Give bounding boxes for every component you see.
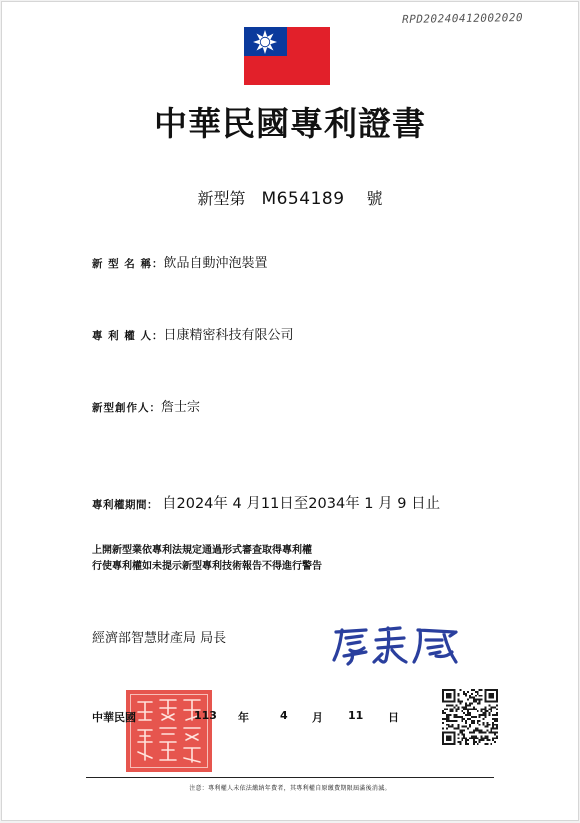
date-year: 113 bbox=[194, 709, 217, 722]
date-prefix: 中華民國 bbox=[92, 711, 136, 724]
notice-line: 行使專利權如未提示新型專利技術報告不得進行警告 bbox=[92, 561, 322, 572]
term-label: 專利權期間： bbox=[92, 499, 158, 511]
field-label: 新型創作人： bbox=[92, 402, 161, 414]
model-suffix: 號 bbox=[366, 189, 383, 208]
certificate-title: 中華民國專利證書 bbox=[154, 104, 426, 143]
notice-line: 上開新型業依專利法規定通過形式審查取得專利權 bbox=[92, 545, 312, 556]
seal-glyphs-icon bbox=[126, 690, 212, 772]
date-month: 4 bbox=[280, 709, 288, 722]
date-year-unit: 年 bbox=[238, 711, 249, 724]
field-model-name bbox=[92, 252, 267, 271]
date-day: 11 bbox=[348, 709, 364, 722]
national-flag bbox=[244, 27, 330, 85]
field-patentee bbox=[92, 324, 293, 343]
issuing-office: 經濟部智慧財產局 局長 bbox=[92, 631, 227, 646]
director-signature bbox=[330, 622, 460, 666]
field-value: 詹士宗 bbox=[161, 400, 201, 415]
footer-divider bbox=[86, 777, 494, 778]
model-number-line bbox=[2, 186, 578, 209]
field-value: 日康精密科技有限公司 bbox=[163, 328, 294, 343]
qr-code-icon bbox=[442, 689, 498, 745]
field-value: 飲品自動沖泡裝置 bbox=[163, 256, 268, 271]
model-prefix: 新型第 bbox=[197, 189, 246, 208]
white-sun-icon bbox=[252, 29, 278, 55]
handwritten-reference: RPD20240412002020 bbox=[401, 10, 524, 27]
official-seal bbox=[126, 690, 212, 772]
field-label: 新 型 名 稱： bbox=[92, 258, 164, 270]
footer-note: 注意：專利權人未依法繳納年費者，其專利權自原繳費期限屆滿後消滅。 bbox=[189, 785, 391, 792]
date-month-unit: 月 bbox=[312, 711, 323, 724]
patent-number: M654189 bbox=[261, 189, 345, 209]
field-creator bbox=[92, 396, 200, 415]
patent-certificate bbox=[1, 1, 579, 821]
patent-term bbox=[92, 492, 440, 513]
flag-canton bbox=[244, 27, 287, 56]
field-label: 專 利 權 人： bbox=[92, 330, 164, 342]
date-day-unit: 日 bbox=[388, 711, 399, 724]
term-value: 自2024年 4 月11日至2034年 1 月 9 日止 bbox=[162, 496, 441, 512]
legal-notice bbox=[92, 543, 322, 575]
